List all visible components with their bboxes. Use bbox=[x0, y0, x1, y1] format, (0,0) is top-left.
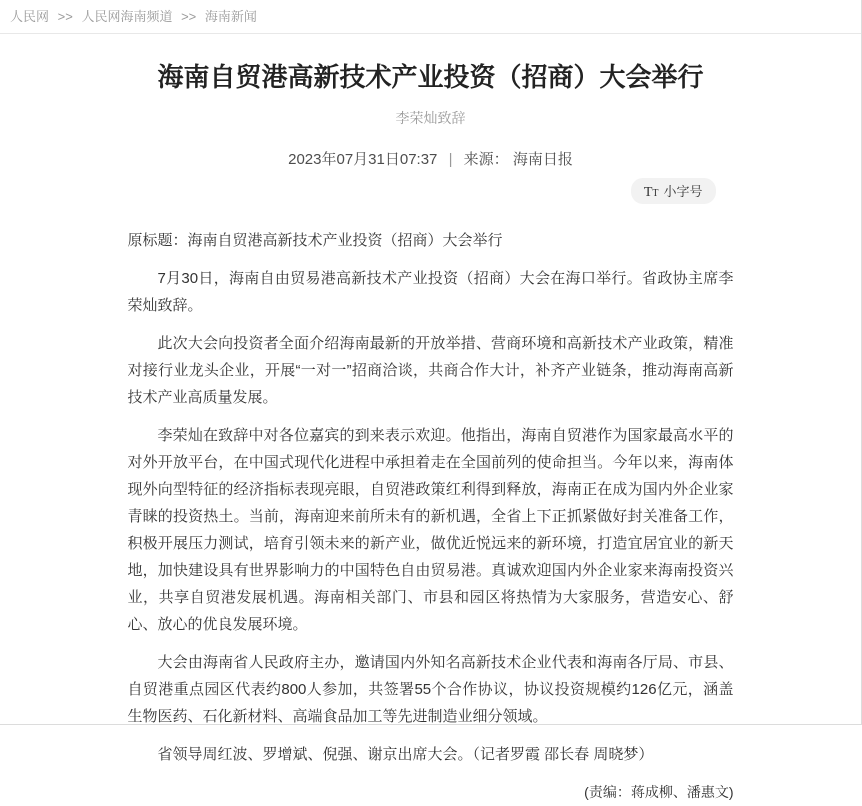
publish-date: 2023年07月31日07:37 bbox=[288, 151, 438, 168]
breadcrumb-separator: >> bbox=[181, 9, 197, 24]
breadcrumb-divider bbox=[0, 33, 861, 34]
source-link[interactable]: 海南日报 bbox=[512, 151, 573, 168]
font-size-button[interactable] bbox=[631, 178, 716, 204]
article-subtitle: 李荣灿致辞 bbox=[395, 110, 466, 126]
article-meta bbox=[128, 148, 734, 169]
article-paragraph: 7月30日，海南自由贸易港高新技术产业投资（招商）大会在海口举行。省政协主席李荣灿致辞。 bbox=[127, 270, 734, 314]
font-size-icon-small: T bbox=[652, 188, 659, 199]
breadcrumb-link-hainan-channel[interactable]: 人民网海南频道 bbox=[81, 9, 173, 24]
article-paragraph: 李荣灿在致辞中对各位嘉宾的到来表示欢迎。他指出，海南自贸港作为国家最高水平的对外开放平台，在中国式现代化进程中承担着走在全国前列的使命担当。今年以来，海南体现外向型特征的经济指标表现亮眼，自贸港政策红利得到释放，海南正在成为国内外企业家青睐的投资热土。当前，海南迎来前所未有的新机遇，全省上下正抓紧做好封关准备工作，积极开展压力测试，培育引领未来的新产业，做优近悦远来的新环境，打造宜居宜业的新天地，加快建设具有世界影响力的中国特色自由贸易港。真诚欢迎国内外企业家来海南投资兴业，共享自贸港发展机遇。海南相关部门、市县和园区将热情为大家服务，营造安心、舒心、放心的优良发展环境。 bbox=[127, 427, 734, 633]
page-title: 海南自贸港高新技术产业投资（招商）大会举行 bbox=[157, 62, 704, 92]
article-toolbar bbox=[128, 178, 734, 204]
source-label: 来源： bbox=[463, 151, 509, 168]
breadcrumb bbox=[0, 0, 861, 25]
editors-note: (责编：蒋成柳、潘惠文) bbox=[584, 784, 734, 800]
font-size-icon: T bbox=[643, 185, 653, 200]
article-content bbox=[128, 60, 734, 806]
article-paragraph: 省领导周红波、罗增斌、倪强、谢京出席大会。（记者罗霞 邵长春 周晓梦） bbox=[157, 746, 654, 763]
meta-separator: | bbox=[448, 151, 453, 168]
breadcrumb-link-peoples-daily[interactable]: 人民网 bbox=[10, 9, 50, 24]
article-paragraph: 大会由海南省人民政府主办，邀请国内外知名高新技术企业代表和海南各厅局、市县、自贸港重点园区代表约800人参加，共签署55个合作协议，协议投资规模约126亿元，涵盖生物医药、石化新材料、高端食品加工等先进制造业细分领域。 bbox=[127, 654, 734, 725]
article-body bbox=[128, 227, 734, 806]
article-paragraph: 此次大会向投资者全面介绍海南最新的开放举措、营商环境和高新技术产业政策，精准对接行业龙头企业，开展“一对一”招商洽谈，共商合作大计，补齐产业链条，推动海南高新技术产业高质量发展。 bbox=[127, 335, 734, 406]
original-title-line: 原标题：海南自贸港高新技术产业投资（招商）大会举行 bbox=[127, 232, 503, 249]
breadcrumb-link-hainan-news[interactable]: 海南新闻 bbox=[204, 9, 257, 24]
breadcrumb-separator: >> bbox=[57, 9, 73, 24]
font-size-label: 小字号 bbox=[663, 184, 703, 199]
